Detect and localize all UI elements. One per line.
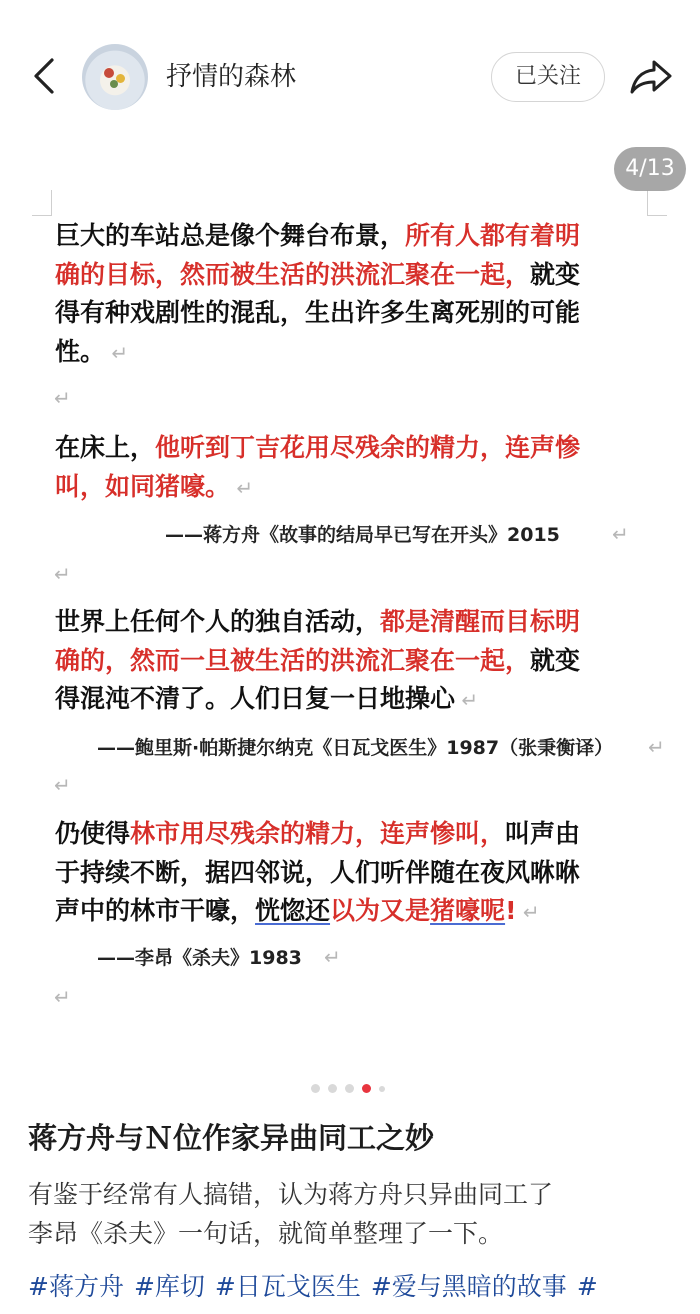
return-mark: ↵	[105, 340, 129, 365]
pagination-dot[interactable]	[311, 1084, 320, 1093]
post-body-line: 李昂《杀夫》一句话，就简单整理了一下。	[28, 1219, 504, 1248]
highlighted-text: 所有人都有着明	[405, 221, 581, 250]
citation: ——李昂《杀夫》1983	[97, 947, 302, 969]
quote-line	[55, 642, 580, 681]
quote-text: 就变	[530, 645, 581, 675]
quote-text: 性。	[55, 336, 106, 366]
return-mark: ↵	[54, 386, 71, 410]
quote-line	[55, 815, 580, 854]
quote-line	[55, 854, 580, 893]
quote-line	[55, 256, 580, 295]
pagination-dot[interactable]	[345, 1084, 354, 1093]
highlighted-text: 叫，如同猪嚎。	[55, 471, 231, 501]
pagination-dot-active[interactable]	[362, 1084, 371, 1093]
quote-text: 声中的林市干嚎，	[55, 896, 256, 925]
top-bar	[0, 0, 700, 150]
quote-text: 巨大的车站总是像个舞台布景，	[55, 221, 406, 250]
pagination-dot[interactable]	[328, 1084, 337, 1093]
quote-text: 在床上，	[55, 433, 156, 462]
page-corner-mark	[32, 190, 52, 216]
back-chevron-icon[interactable]	[26, 54, 66, 98]
author-avatar[interactable]	[82, 44, 148, 110]
author-name[interactable]: 抒情的森林	[166, 62, 297, 92]
return-mark: ↵	[455, 688, 479, 712]
quote-text: 世界上任何个人的独自活动，	[55, 607, 381, 636]
highlighted-text: 以为又是	[330, 896, 431, 925]
quote-line	[55, 680, 580, 720]
quote-line	[55, 468, 580, 508]
image-counter: 4/13	[614, 147, 686, 191]
post-body-line: 有鉴于经常有人搞错，认为蒋方舟只异曲同工了	[28, 1180, 554, 1209]
highlighted-text: 林市用尽残余的精力，连声惨叫，	[130, 819, 506, 848]
highlighted-text: 猪嚎呢	[430, 896, 506, 925]
return-mark: ↵	[54, 562, 71, 586]
highlighted-text: 确的目标，然而被生活的洪流汇聚在一起，	[55, 259, 531, 289]
return-mark: ↵	[230, 475, 254, 500]
quote-text: 得有种戏剧性的混乱，生出许多生离死别的可能	[55, 298, 581, 327]
return-mark: ↵	[54, 773, 71, 797]
post-body	[28, 1175, 678, 1253]
quote-text: 就变	[530, 259, 581, 289]
highlighted-text: 确的，然而一旦被生活的洪流汇聚在一起，	[55, 645, 531, 675]
quote-line	[55, 892, 580, 932]
hashtag-link[interactable]: #库切	[133, 1272, 205, 1301]
quote-text: 得混沌不清了。人们日复一日地操心	[55, 684, 456, 713]
quote-paragraph	[55, 815, 580, 932]
hashtag-link[interactable]: #爱与黑暗的故事	[370, 1272, 567, 1301]
quote-paragraph	[55, 603, 580, 720]
share-arrow-icon[interactable]	[628, 54, 674, 98]
quote-text: 于持续不断，据四邻说，人们听伴随在夜风咻咻	[55, 857, 581, 887]
follow-button[interactable]: 已关注	[491, 52, 605, 102]
quote-paragraph	[55, 429, 580, 507]
quote-line	[55, 333, 580, 373]
page-corner-mark	[647, 190, 667, 216]
citation: ——蒋方舟《故事的结局早已写在开头》2015	[165, 524, 560, 546]
pagination-dot[interactable]	[379, 1086, 385, 1092]
hashtag-link[interactable]: #	[576, 1272, 598, 1301]
return-mark: ↵	[612, 522, 629, 546]
quote-line	[55, 429, 580, 468]
hashtag-link[interactable]: #日瓦戈医生	[214, 1272, 361, 1301]
hashtag-list	[28, 1267, 608, 1306]
quote-text: 叫声由	[505, 819, 581, 848]
highlighted-text: !	[505, 896, 517, 925]
highlighted-text: 他听到丁吉花用尽残余的精力，连声惨	[155, 433, 581, 462]
quote-text: 恍惚还	[255, 896, 331, 925]
return-mark: ↵	[516, 900, 540, 924]
quote-line	[55, 603, 580, 642]
return-mark: ↵	[648, 735, 665, 759]
hashtag-link[interactable]: #蒋方舟	[28, 1272, 124, 1301]
quote-line	[55, 217, 580, 256]
highlighted-text: 都是清醒而目标明	[380, 607, 581, 636]
citation: ——鲍里斯·帕斯捷尔纳克《日瓦戈医生》1987（张秉衡译）	[97, 737, 614, 759]
post-title: 蒋方舟与Ｎ位作家异曲同工之妙	[28, 1121, 435, 1155]
quote-paragraph	[55, 217, 580, 372]
quote-line	[55, 294, 580, 333]
quote-text: 仍使得	[55, 819, 131, 848]
return-mark: ↵	[324, 945, 341, 969]
return-mark: ↵	[54, 985, 71, 1009]
